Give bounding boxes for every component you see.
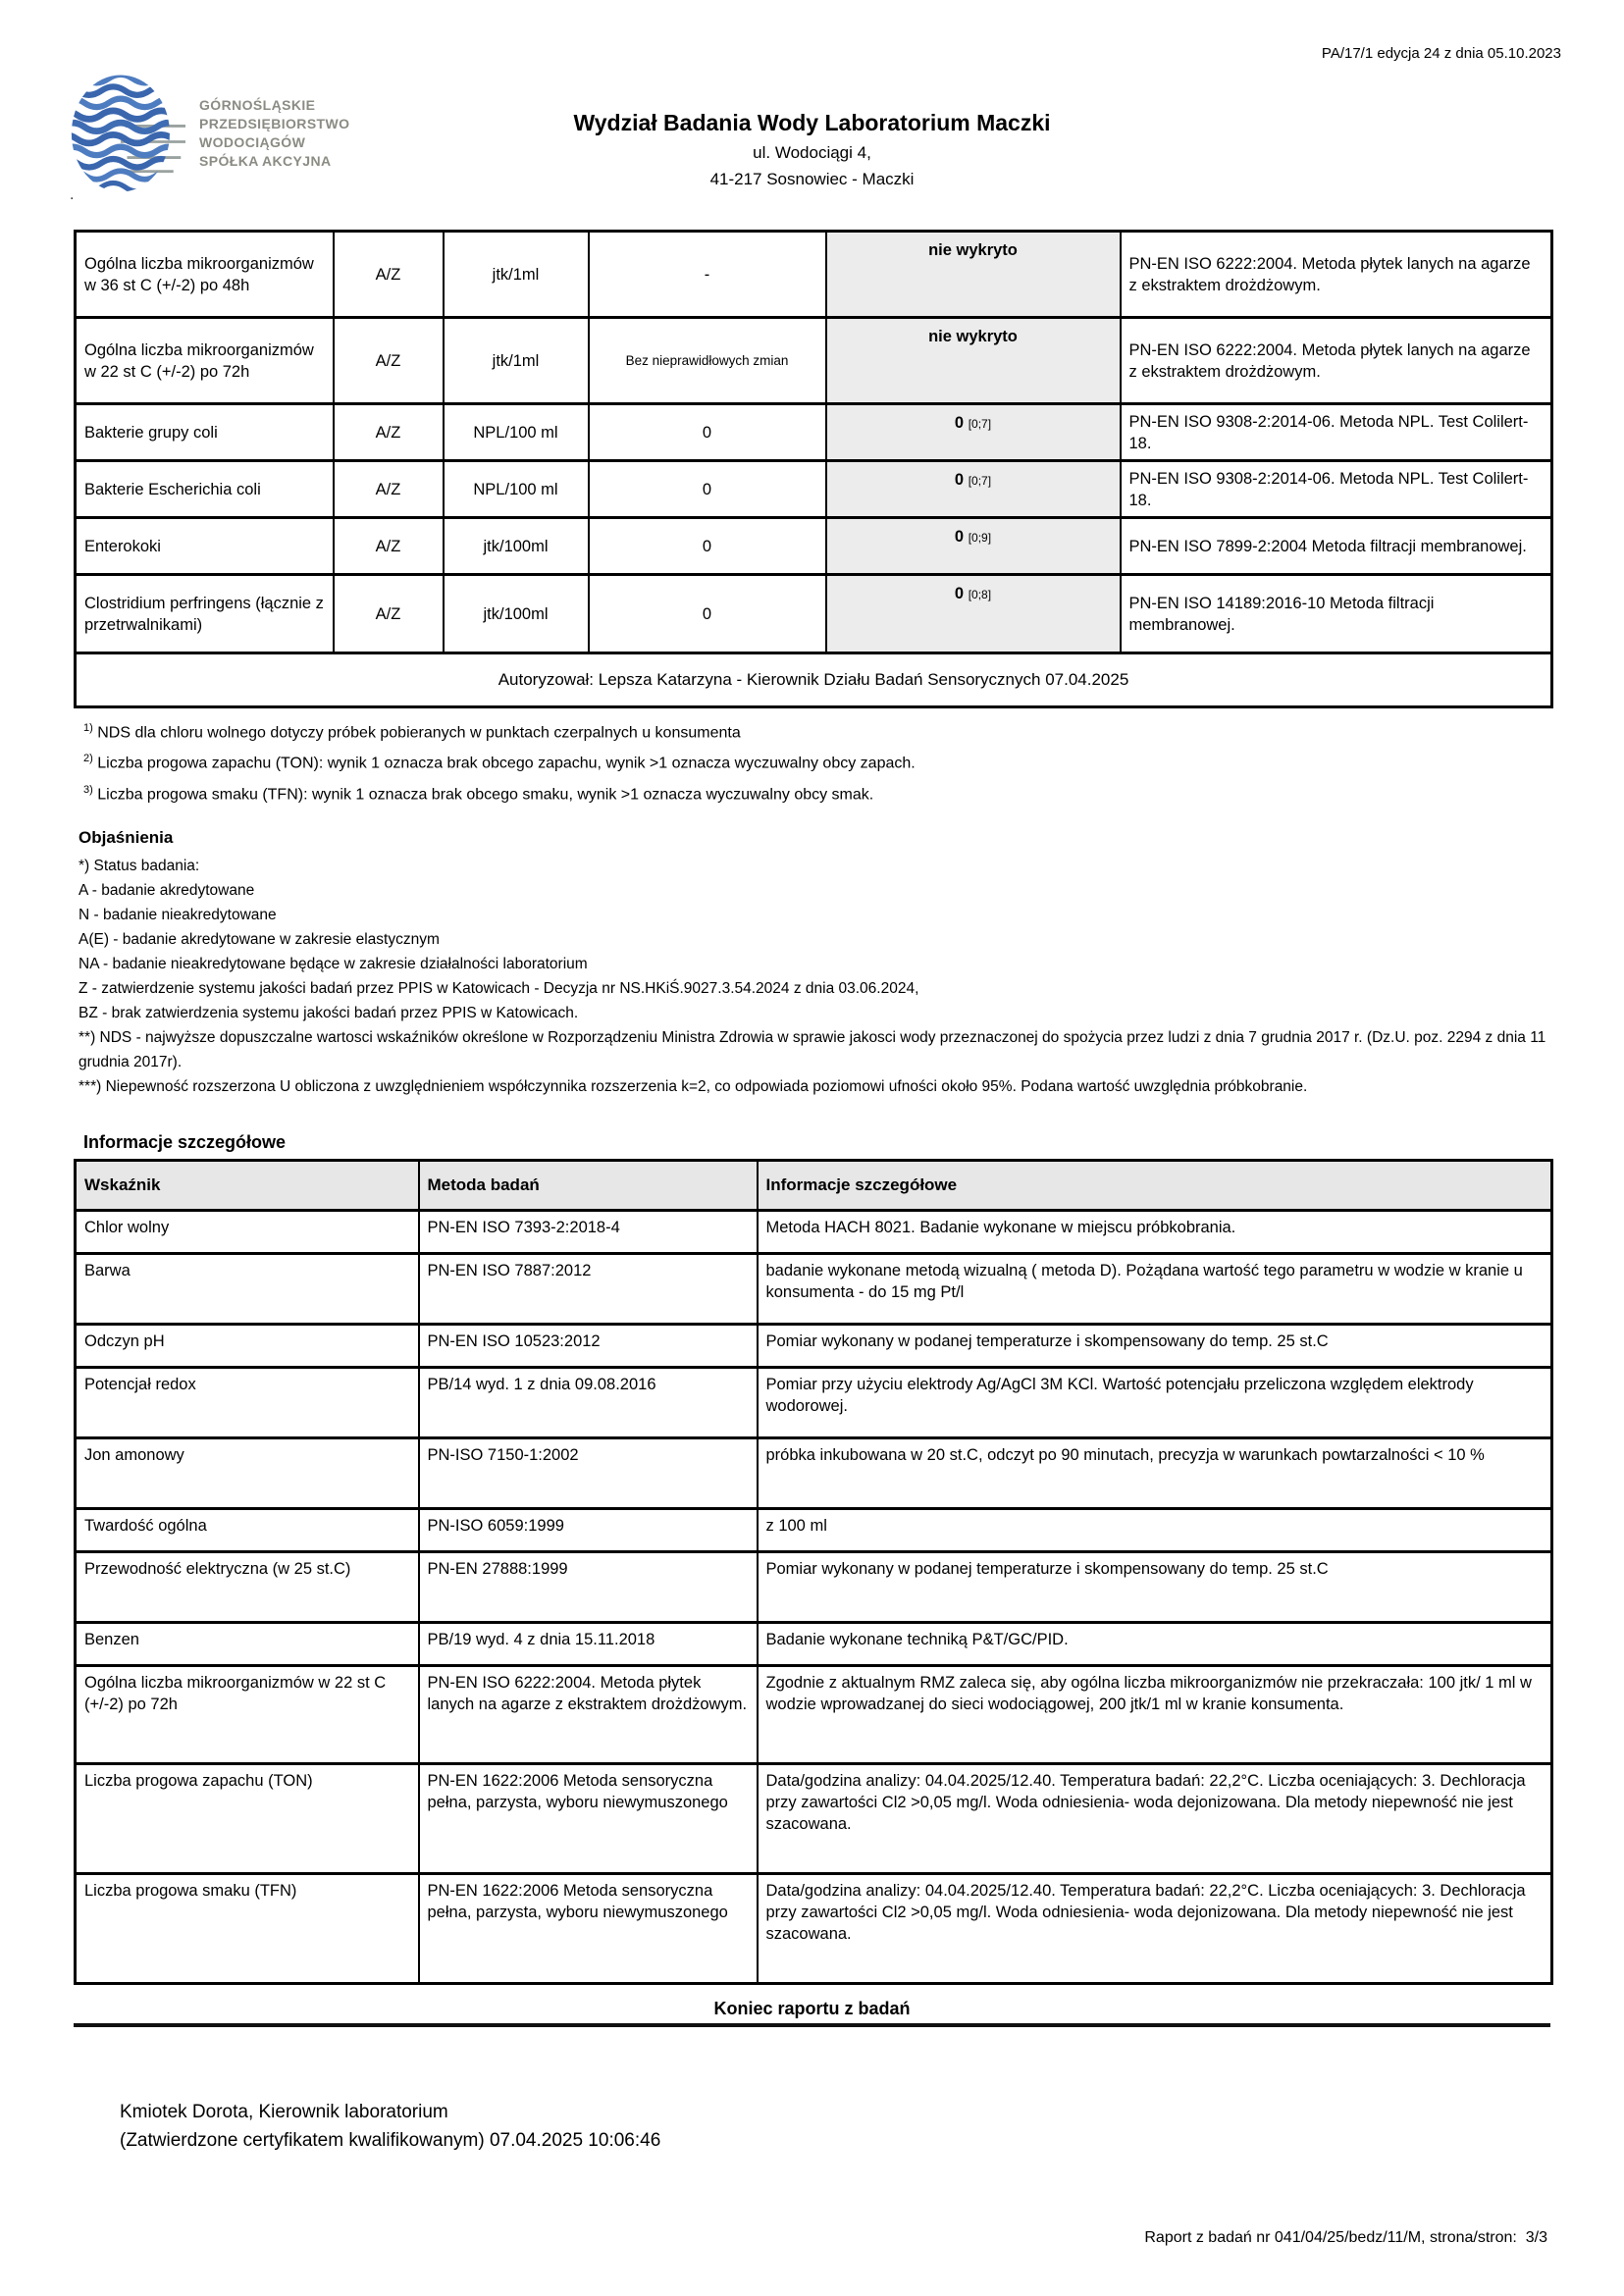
- table-header-row: [76, 1160, 1552, 1210]
- indicator-cell: Ogólna liczba mikroorganizmów w 22 st C (+/-2) po 72h: [76, 318, 334, 404]
- indicator-cell: Przewodność elektryczna (w 25 st.C): [76, 1551, 419, 1622]
- legend-line: N - badanie nieakredytowane: [79, 906, 277, 923]
- info-cell: badanie wykonane metodą wizualną ( metoda D). Pożądana wartość tego parametru w wodzie w kranie u konsumenta - do 15 mg Pt/l: [758, 1253, 1552, 1324]
- table-row: [76, 575, 1552, 653]
- document-reference: PA/17/1 edycja 24 z dnia 05.10.2023: [1321, 45, 1561, 62]
- company-name-line: PRZEDSIĘBIORSTWO: [199, 116, 350, 131]
- method-cell: PB/19 wyd. 4 z dnia 15.11.2018: [419, 1622, 758, 1665]
- info-cell: Pomiar przy użyciu elektrody Ag/AgCl 3M KCl. Wartość potencjału przeliczona względem elektrody wodorowej.: [758, 1367, 1552, 1437]
- footnote-marker: 2): [83, 753, 93, 765]
- table-row: [76, 1622, 1552, 1665]
- method-cell: PN-EN ISO 7887:2012: [419, 1253, 758, 1324]
- unit-cell: jtk/1ml: [444, 318, 589, 404]
- footnote: [83, 753, 1550, 772]
- table-row: [76, 461, 1552, 518]
- limit-cell: 0: [589, 575, 826, 653]
- indicator-cell: Liczba progowa zapachu (TON): [76, 1763, 419, 1873]
- result-value: 0: [954, 471, 965, 489]
- method-cell: PN-EN 1622:2006 Metoda sensoryczna pełna, parzysta, wyboru niewymuszonego: [419, 1763, 758, 1873]
- info-cell: próbka inkubowana w 20 st.C, odczyt po 90 minutach, precyzja w warunkach powtarzalności < 10 %: [758, 1437, 1552, 1508]
- method-cell: PN-EN 1622:2006 Metoda sensoryczna pełna, parzysta, wyboru niewymuszonego: [419, 1873, 758, 1983]
- info-cell: Badanie wykonane techniką P&T/GC/PID.: [758, 1622, 1552, 1665]
- indicator-cell: Enterokoki: [76, 518, 334, 575]
- table-row: [76, 1508, 1552, 1551]
- end-of-report-note: Koniec raportu z badań: [713, 1998, 911, 2018]
- info-cell: Metoda HACH 8021. Badanie wykonane w miejscu próbkobrania.: [758, 1210, 1552, 1253]
- column-header-info: Informacje szczegółowe: [758, 1160, 1552, 1210]
- method-cell: PN-EN ISO 6222:2004. Metoda płytek lanych na agarze z ekstraktem drożdżowym.: [1121, 232, 1552, 318]
- result-cell: [826, 518, 1121, 575]
- company-name-line: SPÓŁKA AKCYJNA: [199, 153, 332, 169]
- table-row: [76, 1873, 1552, 1983]
- legend-heading: Objaśnienia: [79, 827, 174, 847]
- method-cell: PN-EN ISO 9308-2:2014-06. Metoda NPL. Test Colilert-18.: [1121, 404, 1552, 461]
- footnote: [83, 722, 1550, 742]
- legend-line: A(E) - badanie akredytowane w zakresie elastycznym: [79, 930, 440, 948]
- footnote-text: Liczba progowa zapachu (TON): wynik 1 oznacza brak obcego zapachu, wynik >1 oznacza wyczuwalny obcy zapach.: [97, 755, 916, 772]
- status-cell: A/Z: [334, 232, 444, 318]
- method-cell: PN-EN ISO 7393-2:2018-4: [419, 1210, 758, 1253]
- table-row: [76, 1367, 1552, 1437]
- details-heading: Informacje szczegółowe: [83, 1131, 287, 1152]
- indicator-cell: Chlor wolny: [76, 1210, 419, 1253]
- table-row: [76, 1665, 1552, 1763]
- details-table: [74, 1159, 1553, 1985]
- table-row: [76, 1437, 1552, 1508]
- lab-address-street: ul. Wodociągi 4,: [753, 143, 871, 162]
- footnote-text: Liczba progowa smaku (TFN): wynik 1 oznacza brak obcego smaku, wynik >1 oznacza wyczuwalny obcy smak.: [97, 785, 874, 803]
- water-waves-globe-icon: [70, 71, 185, 196]
- legend-line: A - badanie akredytowane: [79, 881, 255, 899]
- result-value: nie wykryto: [928, 328, 1018, 345]
- info-cell: Data/godzina analizy: 04.04.2025/12.40. Temperatura badań: 22,2°C. Liczba oceniających: 3. Dechloracja przy zawartości Cl2 >0,05 mg/l. Woda odniesienia- woda dejonizowana. Dla metody niepewność nie jest szacowana.: [758, 1763, 1552, 1873]
- company-name-line: WODOCIĄGÓW: [199, 134, 306, 150]
- signature-name: Kmiotek Dorota, Kierownik laboratorium: [120, 2102, 448, 2122]
- scan-artifact-dot: .: [70, 186, 75, 203]
- limit-cell: 0: [589, 404, 826, 461]
- result-cell: [826, 232, 1121, 318]
- lab-title: Wydział Badania Wody Laboratorium Maczki: [573, 110, 1051, 135]
- unit-cell: jtk/1ml: [444, 232, 589, 318]
- method-cell: PB/14 wyd. 1 z dnia 09.08.2016: [419, 1367, 758, 1437]
- indicator-cell: Ogólna liczba mikroorganizmów w 22 st C (+/-2) po 72h: [76, 1665, 419, 1763]
- indicator-cell: Barwa: [76, 1253, 419, 1324]
- result-uncertainty: [0;9]: [968, 531, 992, 545]
- table-row: [76, 232, 1552, 318]
- indicator-cell: Benzen: [76, 1622, 419, 1665]
- table-row: [76, 318, 1552, 404]
- column-header-method: Metoda badań: [419, 1160, 758, 1210]
- status-cell: A/Z: [334, 318, 444, 404]
- footnote-text: NDS dla chloru wolnego dotyczy próbek pobieranych w punktach czerpalnych u konsumenta: [97, 724, 741, 742]
- result-cell: [826, 575, 1121, 653]
- company-name: [199, 96, 349, 171]
- method-cell: PN-EN ISO 14189:2016-10 Metoda filtracji membranowej.: [1121, 575, 1552, 653]
- result-uncertainty: [0;8]: [968, 588, 992, 601]
- results-table: [74, 230, 1553, 708]
- unit-cell: NPL/100 ml: [444, 404, 589, 461]
- end-divider: [74, 2023, 1550, 2027]
- report-footer: Raport z badań nr 041/04/25/bedz/11/M, strona/stron: 3/3: [1144, 2229, 1547, 2246]
- legend-line: NA - badanie nieakredytowane będące w zakresie działalności laboratorium: [79, 955, 588, 972]
- status-cell: A/Z: [334, 575, 444, 653]
- legend-line: **) NDS - najwyższe dopuszczalne wartosci wskaźników określone w Rozporządzeniu Ministra Zdrowia w sprawie jakosci wody przeznaczonej do spożycia przez ludzi z dnia 7 grudnia 2017 r. (Dz.U. poz. 2294 z dnia 11 grudnia 2017r).: [79, 1028, 1546, 1070]
- result-uncertainty: [0;7]: [968, 417, 992, 431]
- authorization-text: Autoryzował: Lepsza Katarzyna - Kierownik Działu Badań Sensorycznych 07.04.2025: [76, 653, 1552, 707]
- method-cell: PN-EN 27888:1999: [419, 1551, 758, 1622]
- limit-cell: -: [589, 232, 826, 318]
- table-row: [76, 1763, 1552, 1873]
- unit-cell: NPL/100 ml: [444, 461, 589, 518]
- result-cell: [826, 404, 1121, 461]
- result-cell: [826, 318, 1121, 404]
- result-value: 0: [954, 528, 965, 546]
- indicator-cell: Bakterie grupy coli: [76, 404, 334, 461]
- indicator-cell: Jon amonowy: [76, 1437, 419, 1508]
- limit-cell: 0: [589, 461, 826, 518]
- info-cell: Zgodnie z aktualnym RMZ zaleca się, aby ogólna liczba mikroorganizmów nie przekraczała: 100 jtk/ 1 ml w wodzie wprowadzanej do sieci wodociągowej, 200 jtk/1 ml w kranie konsumenta.: [758, 1665, 1552, 1763]
- indicator-cell: Liczba progowa smaku (TFN): [76, 1873, 419, 1983]
- footnote-marker: 3): [83, 783, 93, 796]
- report-header: [70, 84, 1550, 214]
- indicator-cell: Clostridium perfringens (łącznie z przetrwalnikami): [76, 575, 334, 653]
- result-uncertainty: [0;7]: [968, 474, 992, 488]
- unit-cell: jtk/100ml: [444, 518, 589, 575]
- footnote-marker: 1): [83, 722, 93, 734]
- footnote: [83, 784, 1550, 804]
- column-header-indicator: Wskaźnik: [76, 1160, 419, 1210]
- legend-line: BZ - brak zatwierdzenia systemu jakości badań przez PPIS w Katowicach.: [79, 1004, 579, 1021]
- company-name-line: GÓRNOŚLĄSKIE: [199, 97, 316, 113]
- indicator-cell: Bakterie Escherichia coli: [76, 461, 334, 518]
- method-cell: PN-EN ISO 6222:2004. Metoda płytek lanych na agarze z ekstraktem drożdżowym.: [1121, 318, 1552, 404]
- status-cell: A/Z: [334, 404, 444, 461]
- indicator-cell: Potencjał redox: [76, 1367, 419, 1437]
- method-cell: PN-EN ISO 9308-2:2014-06. Metoda NPL. Test Colilert-18.: [1121, 461, 1552, 518]
- result-value: 0: [954, 414, 965, 432]
- method-cell: PN-EN ISO 10523:2012: [419, 1324, 758, 1367]
- status-cell: A/Z: [334, 518, 444, 575]
- signature-block: [120, 2098, 660, 2155]
- legend-line: Z - zatwierdzenie systemu jakości badań przez PPIS w Katowicach - Decyzja nr NS.HKiŚ.9027.3.54.2024 z dnia 03.06.2024,: [79, 979, 919, 997]
- legend-line: ***) Niepewność rozszerzona U obliczona z uwzględnieniem współczynnika rozszerzenia k=2, co odpowiada poziomowi ufności około 95%. Podana wartość uwzględnia próbkobranie.: [79, 1077, 1308, 1095]
- legend-section: [79, 825, 1550, 1099]
- info-cell: Pomiar wykonany w podanej temperaturze i skompensowany do temp. 25 st.C: [758, 1551, 1552, 1622]
- signature-certificate: (Zatwierdzone certyfikatem kwalifikowanym) 07.04.2025 10:06:46: [120, 2130, 661, 2151]
- indicator-cell: Odczyn pH: [76, 1324, 419, 1367]
- table-row: [76, 1253, 1552, 1324]
- method-cell: PN-ISO 7150-1:2002: [419, 1437, 758, 1508]
- method-cell: PN-EN ISO 7899-2:2004 Metoda filtracji membranowej.: [1121, 518, 1552, 575]
- info-cell: z 100 ml: [758, 1508, 1552, 1551]
- table-row: [76, 1324, 1552, 1367]
- footnotes: [83, 722, 1550, 804]
- unit-cell: jtk/100ml: [444, 575, 589, 653]
- info-cell: Data/godzina analizy: 04.04.2025/12.40. Temperatura badań: 22,2°C. Liczba oceniających: 3. Dechloracja przy zawartości Cl2 >0,05 mg/l. Woda odniesienia- woda dejonizowana. Dla metody niepewność nie jest szacowana.: [758, 1873, 1552, 1983]
- result-cell: [826, 461, 1121, 518]
- indicator-cell: Twardość ogólna: [76, 1508, 419, 1551]
- table-row: [76, 1210, 1552, 1253]
- table-row: [76, 404, 1552, 461]
- authorization-row: [76, 653, 1552, 707]
- limit-cell: Bez nieprawidłowych zmian: [589, 318, 826, 404]
- company-logo: [70, 71, 350, 203]
- result-value: 0: [954, 585, 965, 602]
- lab-address-city: 41-217 Sosnowiec - Maczki: [709, 170, 915, 188]
- limit-cell: 0: [589, 518, 826, 575]
- info-cell: Pomiar wykonany w podanej temperaturze i skompensowany do temp. 25 st.C: [758, 1324, 1552, 1367]
- method-cell: PN-EN ISO 6222:2004. Metoda płytek lanych na agarze z ekstraktem drożdżowym.: [419, 1665, 758, 1763]
- indicator-cell: Ogólna liczba mikroorganizmów w 36 st C (+/-2) po 48h: [76, 232, 334, 318]
- method-cell: PN-ISO 6059:1999: [419, 1508, 758, 1551]
- status-cell: A/Z: [334, 461, 444, 518]
- table-row: [76, 1551, 1552, 1622]
- legend-line: *) Status badania:: [79, 857, 200, 874]
- result-value: nie wykryto: [928, 241, 1018, 259]
- table-row: [76, 518, 1552, 575]
